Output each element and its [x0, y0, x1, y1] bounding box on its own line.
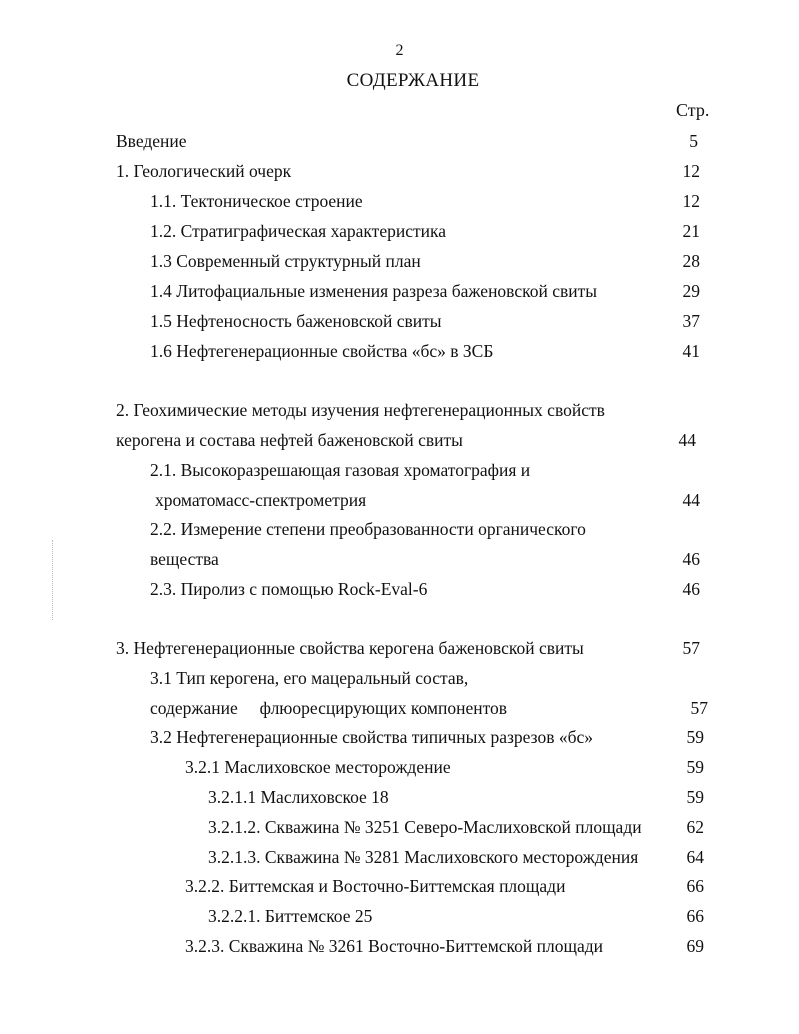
toc-entry-text: 1.4 Литофациальные изменения разреза баженовской свиты [150, 281, 598, 301]
toc-entry-text: 1.2. Стратиграфическая характеристика [150, 221, 446, 241]
toc-entry-text: содержание флюоресцирующих компонентов [150, 698, 508, 718]
toc-entry-text: 3.2.1.2. Скважина № 3251 Северо-Маслиховской площади [208, 817, 642, 837]
toc-entry-page: 21 [682, 221, 700, 241]
page-column-label: Стр. [676, 100, 710, 120]
toc-entry-text: 1.1. Тектоническое строение [150, 191, 363, 211]
page-title: СОДЕРЖАНИЕ [346, 70, 480, 91]
toc-entry-text: 3.1 Тип керогена, его мацеральный состав, [150, 668, 469, 688]
toc-entry-page: 59 [686, 757, 704, 777]
toc-entry-page: 37 [682, 311, 700, 331]
toc-entry-page: 29 [682, 281, 700, 301]
toc-entry-text: 1.6 Нефтегенерационные свойства «бс» в ЗСБ [150, 341, 494, 361]
toc-entry-text: 2.3. Пиролиз с помощью Rock-Eval-6 [150, 579, 428, 599]
toc-entry-page: 12 [682, 191, 700, 211]
toc-entry-text: 1. Геологический очерк [116, 161, 292, 181]
toc-entry-page: 44 [678, 430, 696, 450]
toc-entry-text: 2. Геохимические методы изучения нефтегенерационных свойств [116, 400, 605, 420]
toc-entry-text: 3.2.1 Маслиховское месторождение [185, 757, 451, 777]
toc-entry-text: хроматомасс-спектрометрия [155, 490, 367, 510]
toc-entry-page: 57 [682, 638, 700, 658]
toc-entry-text: 2.1. Высокоразрешающая газовая хроматография и [150, 460, 531, 480]
toc-entry-text: 1.5 Нефтеносность баженовской свиты [150, 311, 442, 331]
toc-entry-page: 62 [686, 817, 704, 837]
toc-entry-page: 66 [686, 906, 704, 926]
margin-mark [52, 540, 54, 620]
toc-entry-text: 3.2 Нефтегенерационные свойства типичных разрезов «бс» [150, 727, 594, 747]
toc-entry-page: 5 [689, 131, 698, 151]
toc-entry-text: 2.2. Измерение степени преобразованности органического [150, 519, 586, 539]
toc-entry-page: 28 [682, 251, 700, 271]
toc-entry-text: вещества [150, 549, 219, 569]
toc-entry-page: 57 [690, 698, 708, 718]
toc-entry-page: 59 [686, 787, 704, 807]
toc-entry-page: 44 [682, 490, 700, 510]
toc-entry-text: 1.3 Современный структурный план [150, 251, 421, 271]
toc-entry-page: 46 [682, 549, 700, 569]
toc-entry-text: керогена и состава нефтей баженовской свиты [116, 430, 463, 450]
toc-entry-page: 59 [686, 727, 704, 747]
toc-entry-text: 3.2.1.1 Маслиховское 18 [208, 787, 389, 807]
toc-entry-page: 46 [682, 579, 700, 599]
toc-entry-text: Введение [116, 131, 187, 151]
toc-entry-text: 3.2.1.3. Скважина № 3281 Маслиховского месторождения [208, 847, 639, 867]
toc-entry-page: 41 [682, 341, 700, 361]
toc-entry-page: 66 [686, 876, 704, 896]
toc-entry-page: 64 [686, 847, 704, 867]
toc-entry-text: 3.2.2.1. Биттемское 25 [208, 906, 373, 926]
toc-entry-text: 3. Нефтегенерационные свойства керогена баженовской свиты [116, 638, 584, 658]
toc-entry-text: 3.2.2. Биттемская и Восточно-Биттемская площади [185, 876, 566, 896]
page-number: 2 [395, 42, 404, 59]
toc-entry-page: 69 [686, 936, 704, 956]
toc-entry-text: 3.2.3. Скважина № 3261 Восточно-Биттемской площади [185, 936, 604, 956]
toc-entry-page: 12 [682, 161, 700, 181]
